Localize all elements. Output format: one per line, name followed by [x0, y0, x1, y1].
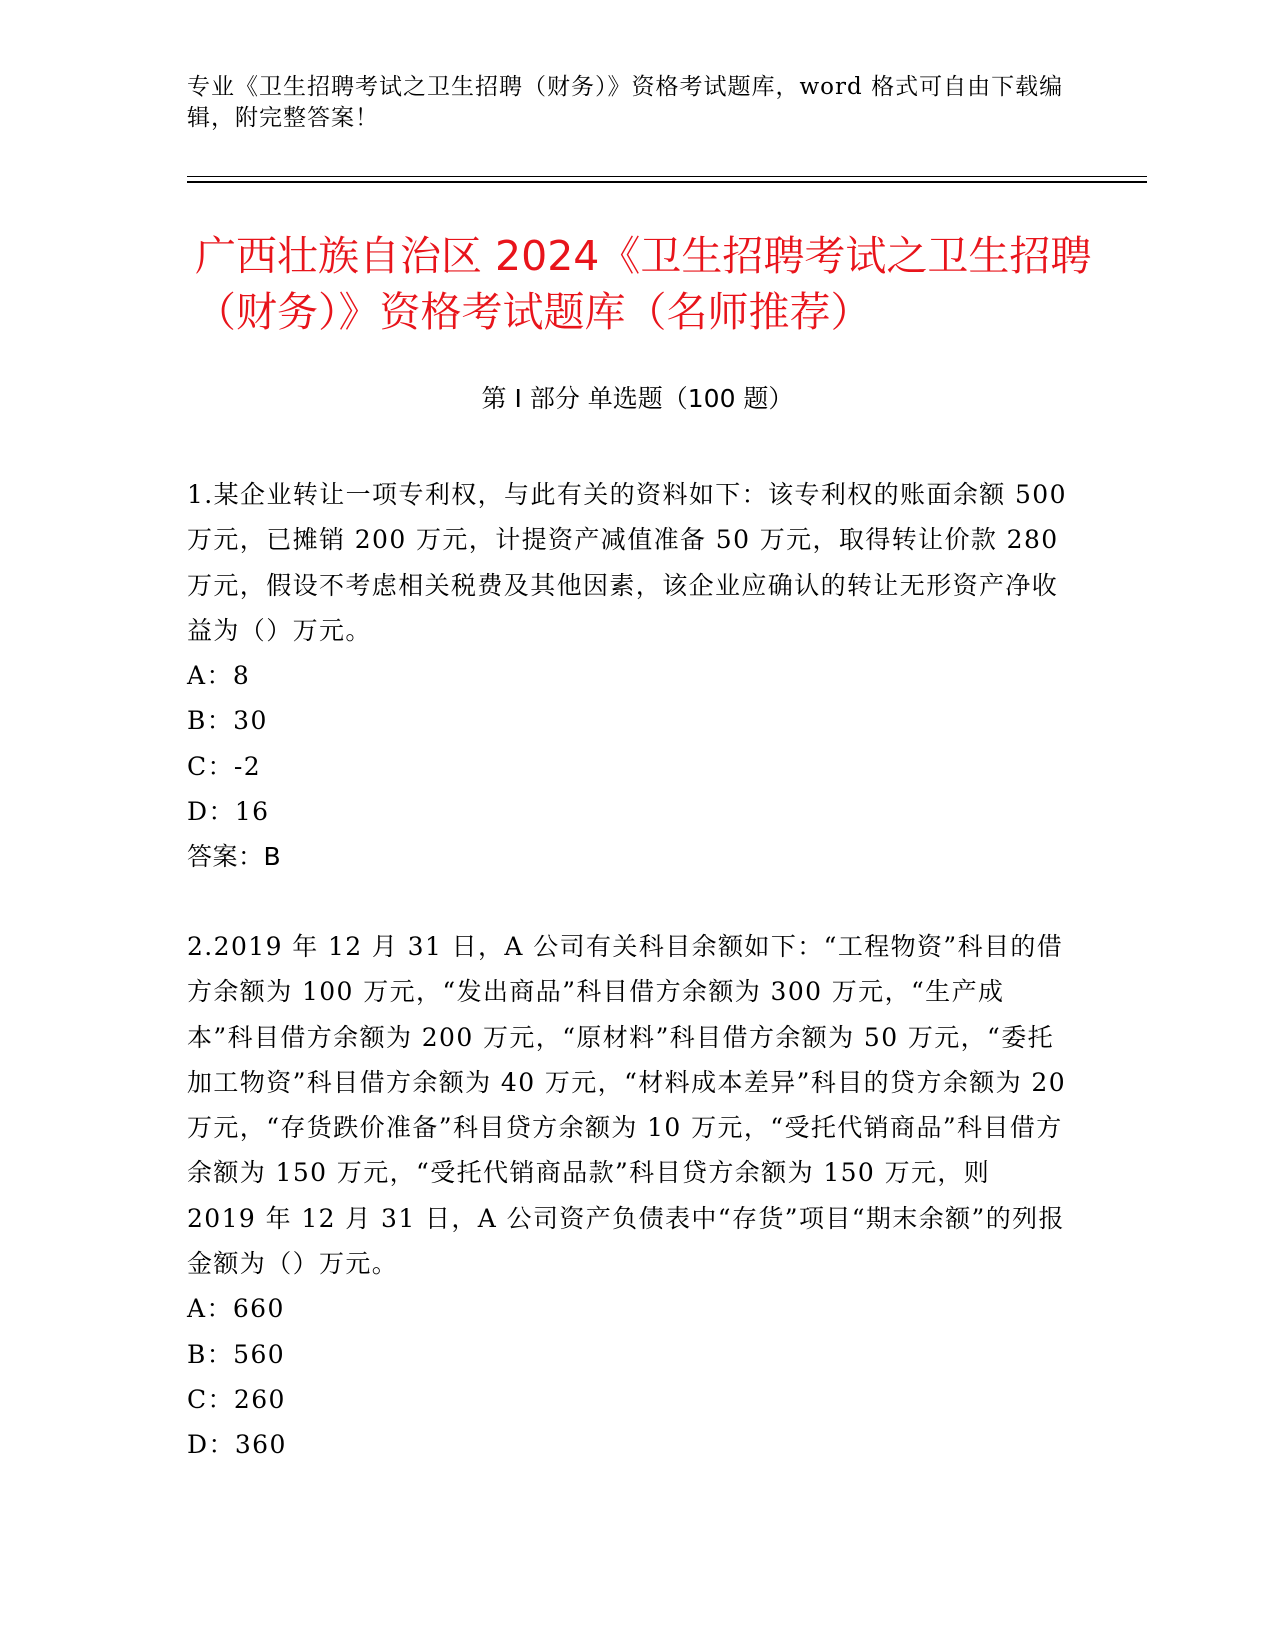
option-a: A：660 — [187, 1294, 285, 1324]
option-b: B：30 — [187, 706, 268, 736]
option-a: A：8 — [187, 661, 251, 691]
option-b: B：560 — [187, 1339, 286, 1369]
option-c: C：260 — [187, 1384, 286, 1414]
document-title: 广西壮族自治区 2024《卫生招聘考试之卫生招聘（财务）》资格考试题库（名师推荐） — [195, 232, 1092, 336]
answer-line: 答案：B — [187, 842, 282, 872]
header-divider-thick — [187, 181, 1147, 183]
section-heading: 第 I 部分 单选题（100 题） — [481, 384, 794, 413]
option-d: D：360 — [187, 1430, 287, 1460]
question-stem: 2.2019 年 12 月 31 日，A 公司有关科目余额如下：“工程物资”科目的借方余额为 100 万元，“发出商品”科目借方余额为 300 万元，“生产成本”科目借方余额为 200 万元，“原材料”科目借方余额为 50 万元，“委托加工物资”科目借方余额为 40 万元，“材料成本差异”科目的贷方余额为 20 万元，“存货跌价准备”科目贷方余额为 10 万元，“受托代销商品”科目借方余额为 150 万元，“受托代销商品款”科目贷方余额为 150 万元，则 2019 年 12 月 31 日，A 公司资产负债表中“存货”项目“期末余额”的列报金额为（）万元。 — [187, 932, 1067, 1279]
header-note: 专业《卫生招聘考试之卫生招聘（财务）》资格考试题库，word 格式可自由下载编辑，附完整答案！ — [187, 74, 1064, 131]
header-divider-thin — [187, 176, 1147, 177]
option-d: D：16 — [187, 797, 270, 827]
question-2 — [187, 924, 1067, 1468]
option-c: C：-2 — [187, 751, 262, 781]
question-stem: 1.某企业转让一项专利权，与此有关的资料如下：该专利权的账面余额 500 万元，已摊销 200 万元，计提资产减值准备 50 万元，取得转让价款 280 万元，假设不考虑相关税费及其他因素，该企业应确认的转让无形资产净收益为（）万元。 — [187, 480, 1067, 645]
question-1 — [187, 472, 1067, 880]
